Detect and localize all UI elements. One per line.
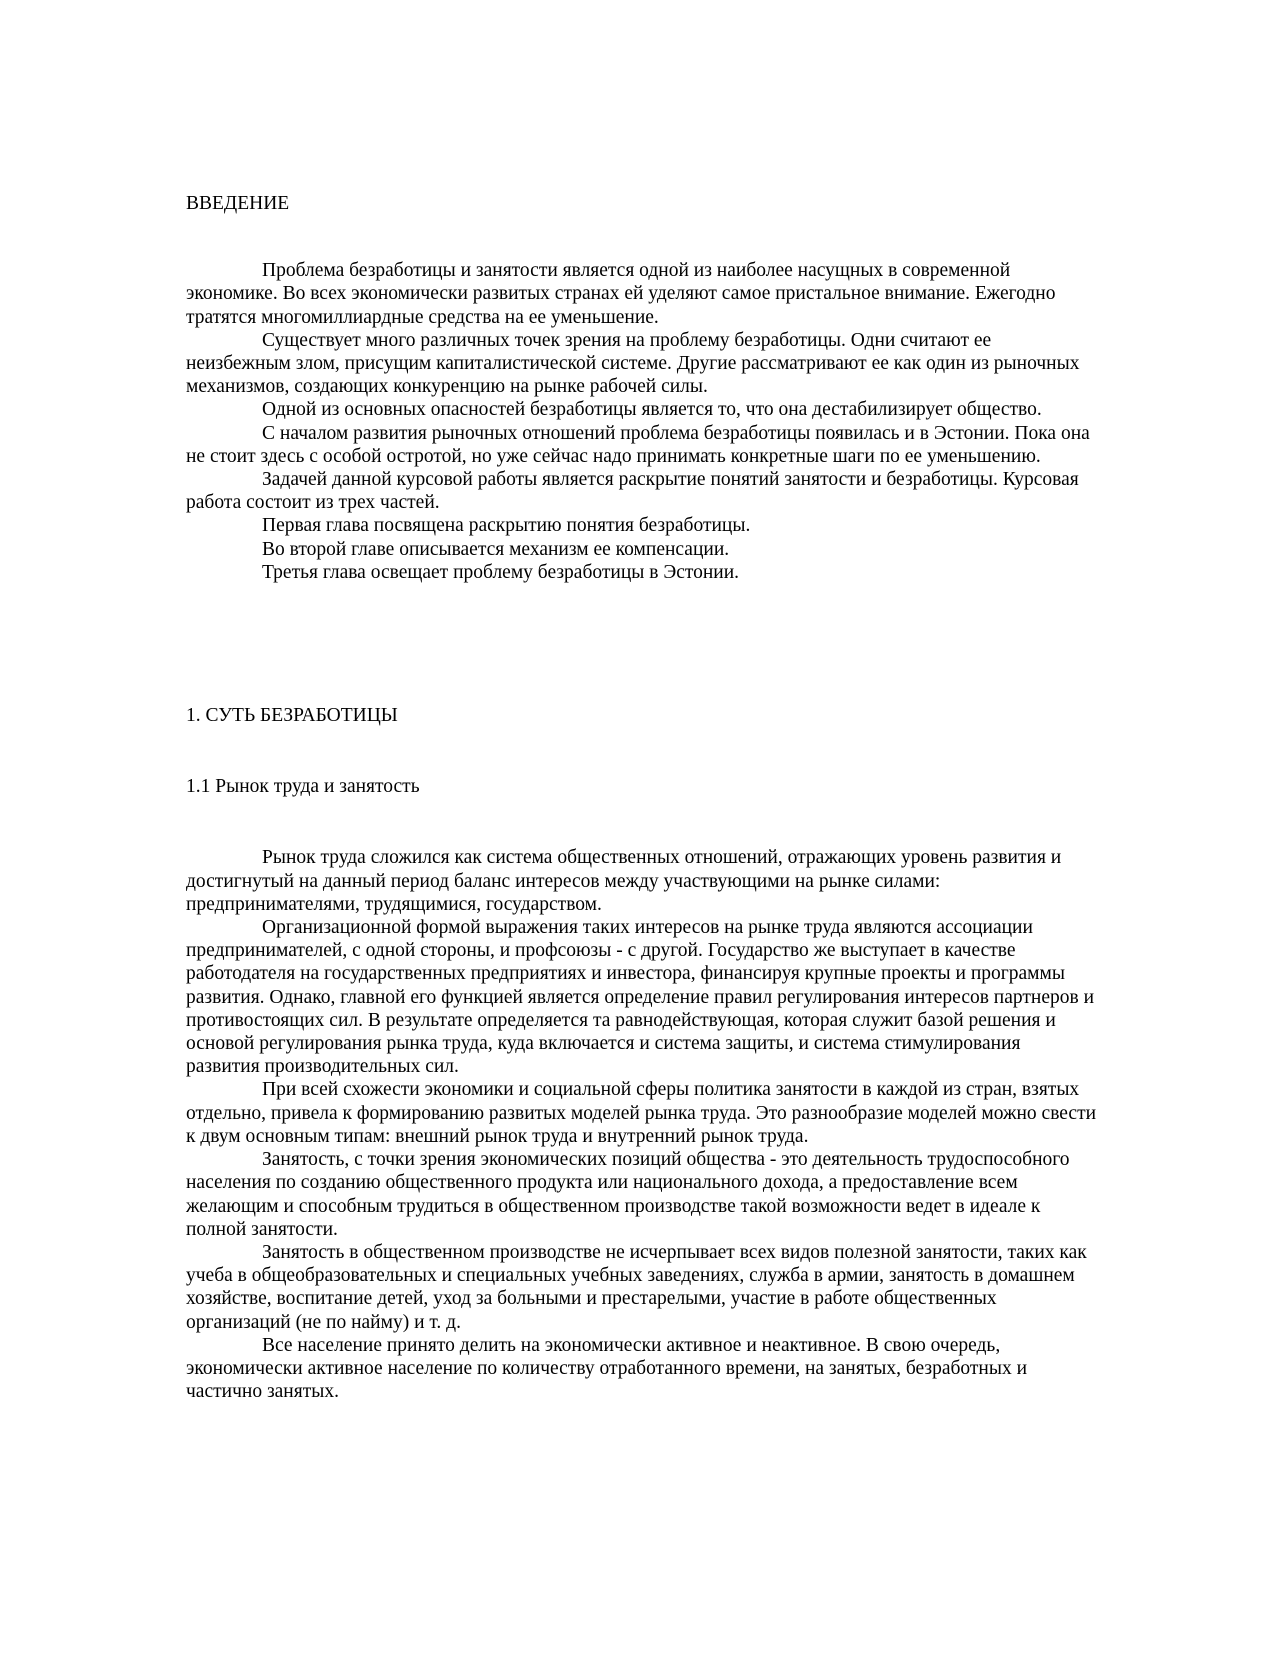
- intro-paragraph: Существует много различных точек зрения на проблему безработицы. Одни считают ее неизбежным злом, присущим капиталистической системе. Другие рассматривают ее как один из рыночных механизмов, создающих конкуренцию на рынке рабочей силы.: [186, 329, 1080, 398]
- intro-paragraph: Во второй главе описывается механизм ее компенсации.: [262, 538, 730, 560]
- chapter-heading: 1. СУТЬ БЕЗРАБОТИЦЫ: [186, 705, 398, 727]
- intro-paragraph: Третья глава освещает проблему безработицы в Эстонии.: [262, 561, 740, 583]
- section-paragraph: Занятость в общественном производстве не исчерпывает всех видов полезной занятости, таких как учеба в общеобразовательных и специальных учебных заведениях, служба в армии, занятость в домашнем хозяйстве, воспитание детей, уход за больными и престарелыми, участие в работе общественных организаций (не по найму) и т. д.: [186, 1241, 1087, 1333]
- section-heading: 1.1 Рынок труда и занятость: [186, 776, 420, 798]
- section-paragraph: При всей схожести экономики и социальной сферы политика занятости в каждой из стран, взятых отдельно, привела к формированию развитых моделей рынка труда. Это разнообразие моделей можно свести к двум основным типам: внешний рынок труда и внутренний рынок труда.: [186, 1079, 1097, 1147]
- introduction-heading: ВВЕДЕНИЕ: [186, 193, 290, 214]
- section-paragraph: Организационной формой выражения таких интересов на рынке труда являются ассоциации предпринимателей, с одной стороны, и профсоюзы - с другой. Государство же выступает в качестве работодателя на государственных предприятиях и инвестора, финансируя крупные проекты и программы развития. Однако, главной его функцией является определение правил регулирования интересов партнеров и противостоящих сил. В результате определяется та равнодействующая, которая служит базой решения и основой регулирования рынка труда, куда включается и система защиты, и система стимулирования развития производительных сил.: [186, 917, 1095, 1078]
- section-paragraph: Рынок труда сложился как система общественных отношений, отражающих уровень развития и достигнутый на данный период баланс интересов между участвующими на рынке силами: предпринимателями, трудящимися, государством.: [186, 847, 1062, 915]
- intro-paragraph: Проблема безработицы и занятости является одной из наиболее насущных в современной экономике. Во всех экономически развитых странах ей уделяют самое пристальное внимание. Ежегодно тратятся многомиллиардные средства на ее уменьшение.: [186, 260, 1056, 328]
- intro-paragraph: Первая глава посвящена раскрытию понятия безработицы.: [262, 515, 751, 537]
- intro-paragraph: Задачей данной курсовой работы является раскрытие понятий занятости и безработицы. Курсовая работа состоит из трех частей.: [186, 469, 1079, 514]
- section-paragraph: Занятость, с точки зрения экономических позиций общества - это деятельность трудоспособного населения по созданию общественного продукта или национального дохода, а предоставление всем желающим и способным трудиться в общественном производстве такой возможности ведет в идеале к полной занятости.: [186, 1149, 1070, 1240]
- document-body: [186, 192, 1098, 1403]
- section-paragraph: Все население принято делить на экономически активное и неактивное. В свою очередь, экономически активное население по количеству отработанного времени, на занятых, безработных и частично занятых.: [186, 1334, 1028, 1403]
- intro-paragraph: С началом развития рыночных отношений проблема безработицы появилась и в Эстонии. Пока она не стоит здесь с особой остротой, но уже сейчас надо принимать конкретные шаги по ее уменьшению.: [186, 422, 1090, 467]
- intro-paragraph: Одной из основных опасностей безработицы является то, что она дестабилизирует общество.: [262, 399, 1042, 421]
